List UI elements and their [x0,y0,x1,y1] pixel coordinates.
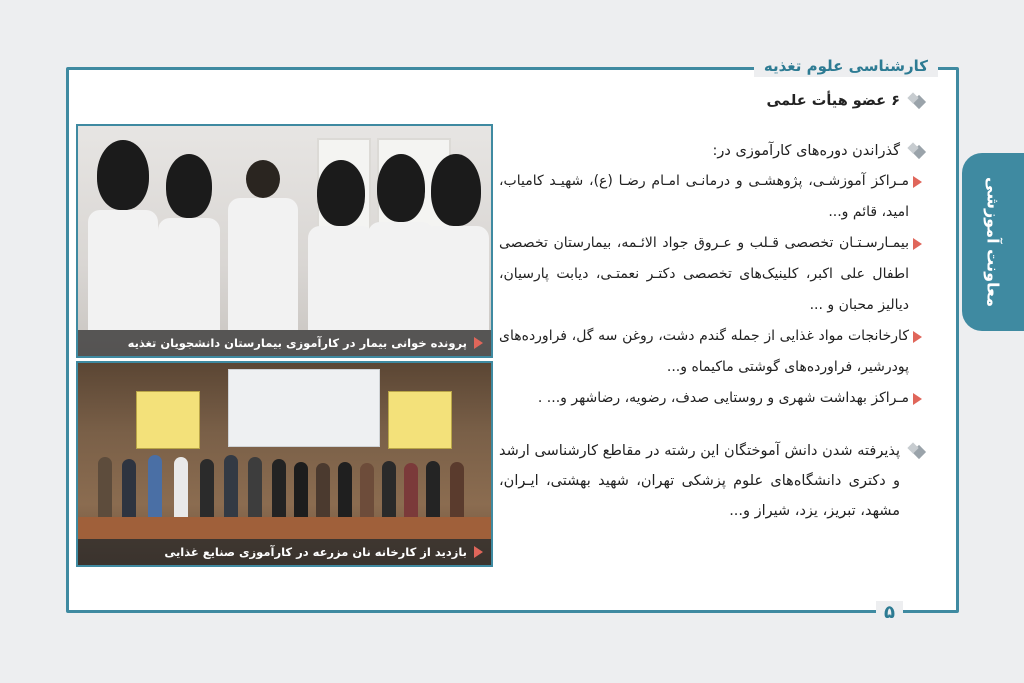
arrow-bullet-icon [913,331,922,343]
page-title: کارشناسی علوم تغذیه [754,55,938,77]
side-tab-label: معاونت آموزشی [983,177,1003,307]
training-item: کارخانجات مواد غذایی از جمله گندم دشت، روغن سه گل، فراورده‌های پودرشیر، فراورده‌های گوشتی ماکیماه و... [499,321,922,383]
training-intro: گذراندن دوره‌های کارآموزی در: [712,143,900,159]
training-item: بیمـارسـتـان تخصصی قـلب و عـروق جواد الائـمه، بیمارستان تخصصی اطفال علی اکبر، کلینیک‌های تخصصی دکتـر نعمتـی، دیابت پارسیان، دیالیز محبان و ... [499,228,922,321]
text-content [499,86,924,526]
arrow-bullet-icon [913,176,922,188]
arrow-bullet-icon [474,546,483,558]
faculty-text: ۶ عضو هیأت علمی [766,93,900,109]
training-item: مـراکز بهداشت شهری و روستایی صدف، رضویه، رضاشهر و... . [499,383,922,414]
photo-caption: بازدید از کارخانه نان مزرعه در کارآموزی صنایع غذایی [78,539,491,565]
arrow-bullet-icon [474,337,483,349]
side-tab [962,153,1024,331]
hospital-training-photo [76,124,493,358]
arrow-bullet-icon [913,238,922,250]
arrow-bullet-icon [913,393,922,405]
diamond-bullet-icon [906,95,924,109]
training-bullet [499,136,924,166]
photo-column [76,124,493,567]
training-item: مـراکز آموزشـی، پژوهشـی و درمانـی امـام رضـا (ع)، شهیـد کامیاب، امید، قائم و... [499,166,922,228]
diamond-bullet-icon [906,145,924,159]
faculty-bullet [499,86,924,116]
factory-visit-photo [76,361,493,567]
page-number: ۵ [876,601,903,625]
acceptance-bullet [499,436,924,526]
photo-caption: پرونده خوانی بیمار در کارآموزی بیمارستان دانشجویان تغذیه [78,330,491,356]
diamond-bullet-icon [906,445,924,459]
acceptance-text: پذیرفته شدن دانش آموختگان این رشته در مقاطع کارشناسی ارشد و دکتری دانشگاه‌های علوم پزشکی تهران، شهید بهشتی، ایـران، مشهد، تبریز، یزد، شیراز و... [499,443,900,519]
